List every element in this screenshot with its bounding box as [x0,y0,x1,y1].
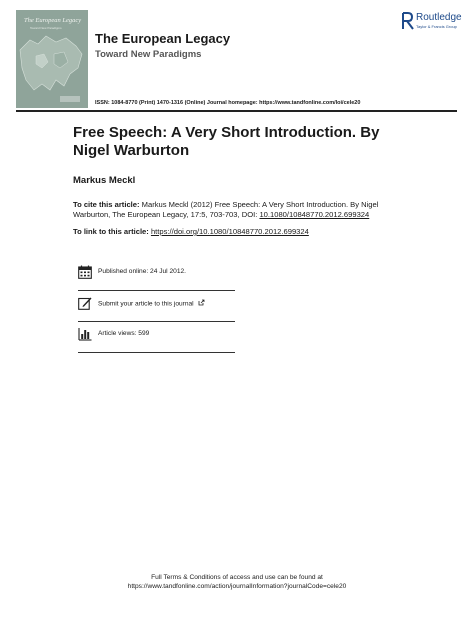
meta-divider [78,290,235,291]
article-author: Markus Meckl [73,175,136,186]
cover-subtitle: Toward New Paradigms [30,26,62,30]
calendar-icon [78,265,92,279]
article-doi-url[interactable]: https://doi.org/10.1080/10848770.2012.699324 [150,227,309,236]
publisher-name: Routledge [416,12,462,23]
edit-icon [78,296,92,310]
published-date: Published online: 24 Jul 2012. [98,268,186,275]
bar-chart-icon [78,327,92,341]
submit-label: Submit your article to this journal [98,300,194,308]
publisher-tagline: Taylor & Francis Group [416,24,457,29]
article-title: Free Speech: A Very Short Introduction. By Nigel Warburton [73,124,380,159]
meta-divider [78,352,235,353]
citation-label: To cite this article: [73,200,140,209]
cover-title: The European Legacy [24,17,82,24]
journal-title[interactable]: The European Legacy [95,31,231,46]
routledge-r-icon [402,12,414,30]
meta-divider [78,321,235,322]
journal-cover [16,10,88,108]
article-link-block [73,227,309,236]
citation-text: Markus Meckl (2012) Free Speech: A Very Short Introduction. By Nigel Warburton, The European Legacy, 17:5, 703-703, DOI: [73,200,379,219]
submit-link[interactable] [98,299,205,308]
footer-terms: Full Terms & Conditions of access and use can be found at [151,574,323,581]
map-illustration [16,10,88,108]
footer-terms-url[interactable]: https://www.tandfonline.com/action/journalInformation?journalCode=cele20 [127,583,347,590]
link-label: To link to this article: [73,227,149,236]
issn-line: ISSN: 1084-8770 (Print) 1470-1316 (Online) Journal homepage: https://www.tandfonline.com/loi/cele20 [95,100,361,106]
citation-block [73,200,393,220]
header-divider [16,110,457,112]
journal-subtitle: Toward New Paradigms [95,49,202,60]
article-views: Article views: 599 [98,330,150,337]
external-link-icon [198,299,205,306]
citation-doi-link[interactable]: 10.1080/10848770.2012.699324 [259,210,370,219]
